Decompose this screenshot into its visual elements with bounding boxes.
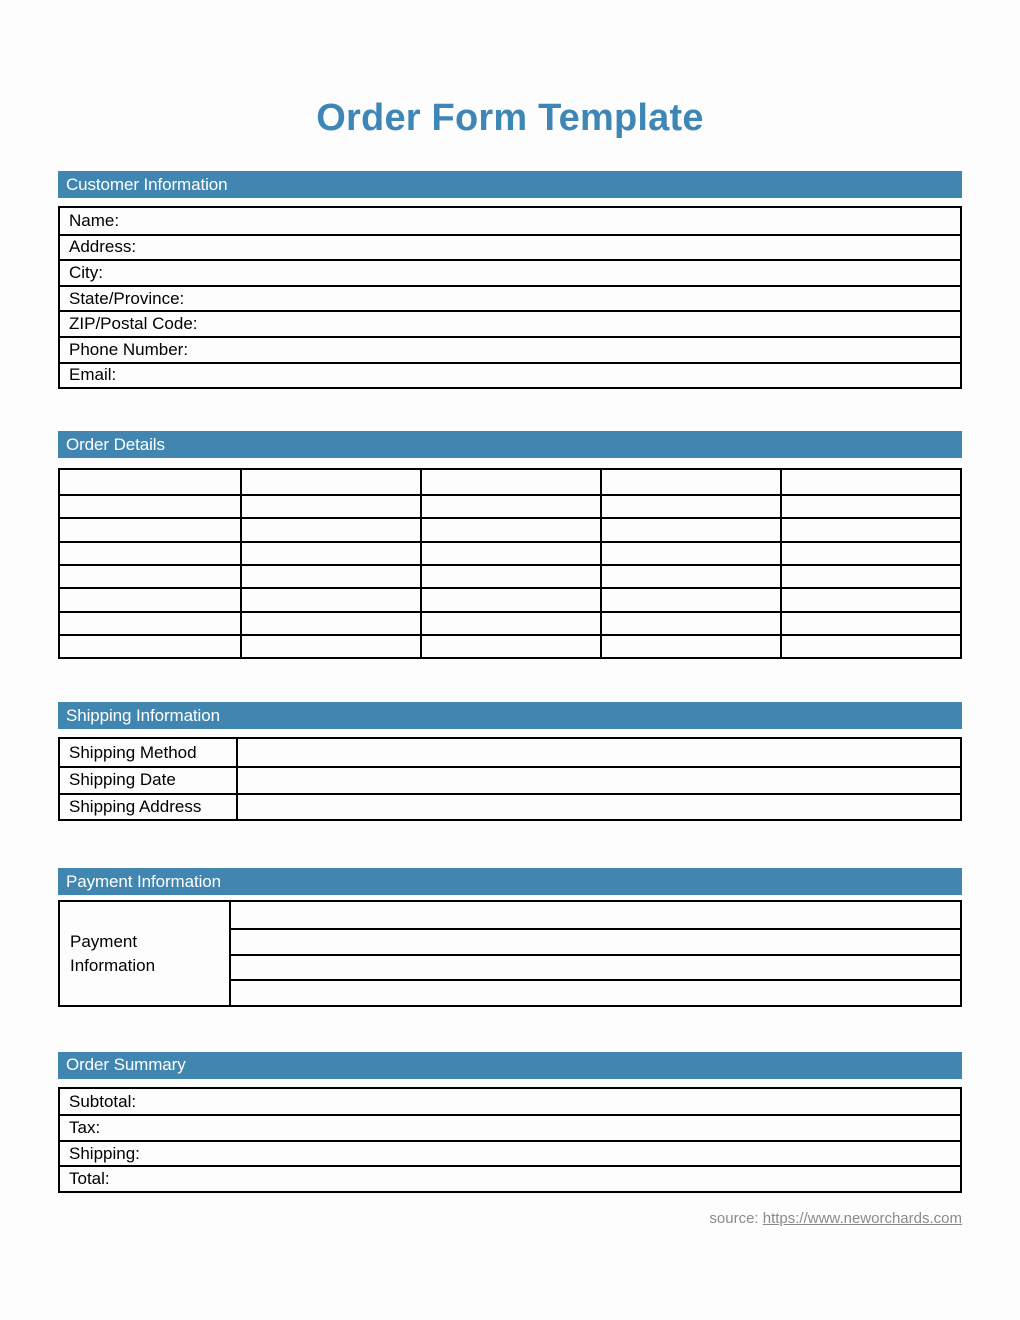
payment-value-row[interactable] bbox=[231, 902, 960, 928]
order-details-cell[interactable] bbox=[240, 634, 420, 657]
field-label: City: bbox=[69, 262, 103, 282]
field-label: ZIP/Postal Code: bbox=[69, 314, 198, 334]
order-details-cell[interactable] bbox=[60, 587, 240, 610]
field-label: Subtotal: bbox=[69, 1091, 137, 1111]
customer-field-city[interactable] bbox=[60, 259, 960, 285]
summary-field-subtotal[interactable] bbox=[60, 1089, 960, 1115]
field-label bbox=[60, 795, 238, 820]
order-details-cell[interactable] bbox=[600, 494, 780, 517]
customer-field-phone-number[interactable] bbox=[60, 336, 960, 362]
page-title: Order Form Template bbox=[316, 97, 704, 139]
order-details-cell[interactable] bbox=[240, 587, 420, 610]
order-details-cell[interactable] bbox=[780, 587, 960, 610]
order-details-cell[interactable] bbox=[780, 541, 960, 564]
field-label: Total: bbox=[69, 1169, 110, 1189]
order-details-header-label: Order Details bbox=[66, 434, 165, 454]
order-details-cell[interactable] bbox=[420, 634, 600, 657]
order-details-cell[interactable] bbox=[60, 494, 240, 517]
source-label: source: bbox=[709, 1209, 763, 1227]
shipping-date-label: Shipping Date bbox=[69, 770, 176, 790]
order-details-header-bar bbox=[58, 431, 962, 458]
shipping-row-address bbox=[60, 793, 960, 820]
field-label: Name: bbox=[69, 210, 120, 230]
order-details-cell[interactable] bbox=[420, 541, 600, 564]
order-details-cell[interactable] bbox=[420, 564, 600, 587]
field-label: Payment Information bbox=[70, 931, 156, 975]
order-details-cell[interactable] bbox=[240, 494, 420, 517]
customer-field-zip-postal-code[interactable] bbox=[60, 310, 960, 336]
customer-field-address[interactable] bbox=[60, 234, 960, 260]
order-details-cell[interactable] bbox=[420, 470, 600, 494]
order-details-cell[interactable] bbox=[780, 564, 960, 587]
shipping-address-value-cell[interactable] bbox=[238, 795, 960, 820]
payment-information-value-rows bbox=[231, 902, 960, 1005]
order-details-cell[interactable] bbox=[780, 634, 960, 657]
shipping-address-label: Shipping Address bbox=[69, 796, 202, 816]
order-details-cell[interactable] bbox=[420, 587, 600, 610]
shipping-information-header-label: Shipping Information bbox=[66, 705, 220, 725]
source-link[interactable]: https://www.neworchards.com bbox=[762, 1209, 962, 1227]
order-details-cell[interactable] bbox=[600, 541, 780, 564]
order-details-cell[interactable] bbox=[240, 470, 420, 494]
order-details-cell[interactable] bbox=[240, 564, 420, 587]
order-details-cell[interactable] bbox=[600, 587, 780, 610]
field-label: Address: bbox=[69, 237, 137, 257]
section-order-details bbox=[58, 431, 962, 659]
summary-field-tax[interactable] bbox=[60, 1114, 960, 1140]
payment-information-header-bar bbox=[58, 868, 962, 895]
field-label bbox=[60, 768, 238, 793]
order-details-cell[interactable] bbox=[60, 634, 240, 657]
payment-value-row[interactable] bbox=[231, 954, 960, 980]
payment-value-row[interactable] bbox=[231, 979, 960, 1005]
customer-field-email[interactable] bbox=[60, 362, 960, 388]
section-order-summary bbox=[58, 1052, 962, 1193]
shipping-row-method bbox=[60, 739, 960, 766]
order-details-cell[interactable] bbox=[60, 564, 240, 587]
payment-information-label-cell bbox=[60, 902, 231, 1005]
summary-field-total[interactable] bbox=[60, 1165, 960, 1191]
order-details-cell[interactable] bbox=[600, 634, 780, 657]
footer bbox=[58, 1210, 962, 1227]
order-details-cell[interactable] bbox=[240, 517, 420, 540]
order-details-cell[interactable] bbox=[600, 517, 780, 540]
shipping-information-table bbox=[58, 737, 962, 821]
order-summary-table bbox=[58, 1087, 962, 1193]
section-shipping-information bbox=[58, 702, 962, 821]
customer-information-header-label: Customer Information bbox=[66, 174, 228, 194]
order-details-cell[interactable] bbox=[60, 517, 240, 540]
order-details-cell[interactable] bbox=[240, 611, 420, 634]
payment-information-table bbox=[58, 900, 962, 1007]
order-details-grid bbox=[58, 468, 962, 659]
field-label: State/Province: bbox=[69, 288, 185, 308]
customer-field-name[interactable] bbox=[60, 208, 960, 234]
order-details-cell[interactable] bbox=[60, 541, 240, 564]
customer-field-state-province[interactable] bbox=[60, 285, 960, 311]
field-label: Email: bbox=[69, 365, 117, 385]
shipping-information-header-bar bbox=[58, 702, 962, 729]
customer-information-header-bar bbox=[58, 171, 962, 198]
order-details-cell[interactable] bbox=[780, 517, 960, 540]
section-customer-information bbox=[58, 171, 962, 389]
field-label: Tax: bbox=[69, 1118, 101, 1138]
order-details-cell[interactable] bbox=[780, 494, 960, 517]
order-details-cell[interactable] bbox=[780, 611, 960, 634]
order-details-cell[interactable] bbox=[600, 564, 780, 587]
field-label bbox=[60, 739, 238, 766]
payment-value-row[interactable] bbox=[231, 928, 960, 954]
order-summary-header-bar bbox=[58, 1052, 962, 1079]
order-details-cell[interactable] bbox=[780, 470, 960, 494]
shipping-method-value-cell[interactable] bbox=[238, 739, 960, 766]
payment-information-header-label: Payment Information bbox=[66, 871, 221, 891]
order-details-cell[interactable] bbox=[600, 611, 780, 634]
order-details-cell[interactable] bbox=[60, 470, 240, 494]
summary-field-shipping[interactable] bbox=[60, 1140, 960, 1166]
order-details-cell[interactable] bbox=[600, 470, 780, 494]
field-label: Shipping: bbox=[69, 1143, 140, 1163]
field-label: Phone Number: bbox=[69, 339, 189, 359]
section-payment-information bbox=[58, 868, 962, 1007]
shipping-date-value-cell[interactable] bbox=[238, 768, 960, 793]
order-details-cell[interactable] bbox=[420, 611, 600, 634]
shipping-row-date bbox=[60, 766, 960, 793]
order-details-cell[interactable] bbox=[60, 611, 240, 634]
order-details-cell[interactable] bbox=[420, 494, 600, 517]
order-summary-header-label: Order Summary bbox=[66, 1055, 186, 1075]
order-details-cell[interactable] bbox=[420, 517, 600, 540]
customer-information-table bbox=[58, 206, 962, 389]
shipping-method-label: Shipping Method bbox=[69, 742, 197, 762]
order-details-cell[interactable] bbox=[240, 541, 420, 564]
